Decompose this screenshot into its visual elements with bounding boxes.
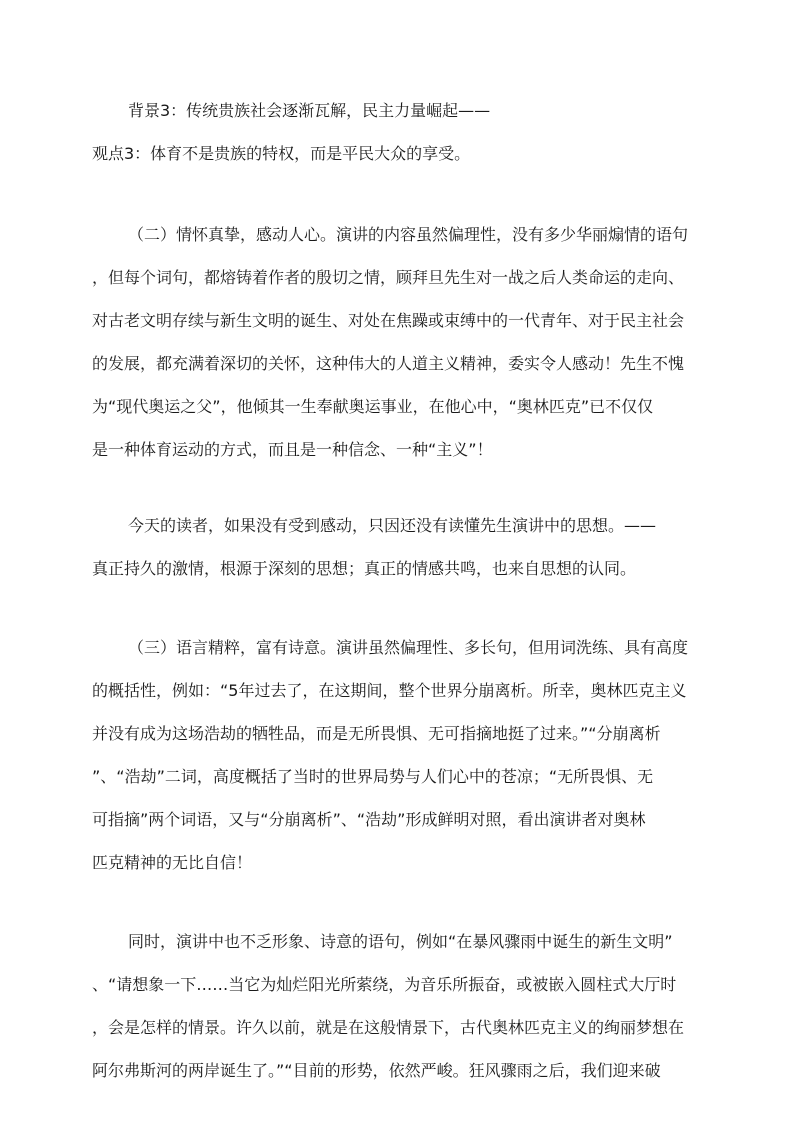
background-3-line: 背景3：传统贵族社会逐渐瓦解，民主力量崛起—— (128, 101, 491, 120)
section-3-line-3: 并没有成为这场浩劫的牺牲品，而是无所畏惧、无可指摘地挺了过来。”“分崩离析 (92, 724, 661, 743)
section-2-line-2: ，但每个词句，都熔铸着作者的殷切之情，顾拜旦先生对一战之后人类命运的走向、 (92, 268, 685, 287)
section-3-line-1: （三）语言精粹，富有诗意。演讲虽然偏理性、多长句，但用词洗练、具有高度 (128, 638, 689, 657)
section-3-line-2: 的概括性，例如：“5年过去了，在这期间，整个世界分崩离析。所幸，奥林匹克主义 (92, 681, 687, 700)
section-2-line-4: 的发展，都充满着深切的关怀，这种伟大的人道主义精神，委实令人感动！先生不愧 (92, 354, 685, 373)
section-2-line-5: 为“现代奥运之父”，他倾其一生奉献奥运事业，在他心中，“奥林匹克”已不仅仅 (92, 397, 654, 416)
section-3-line-6: 匹克精神的无比自信！ (92, 853, 253, 872)
section-2-line-6: 是一种体育运动的方式，而且是一种信念、一种“主义”！ (92, 440, 493, 459)
section-2-line-1: （二）情怀真挚，感动人心。演讲的内容虽然偏理性，没有多少华丽煽情的语句 (128, 225, 689, 244)
viewpoint-3-line: 观点3：体育不是贵族的特权，而是平民大众的享受。 (92, 144, 471, 163)
section-3-line-4: ”、“浩劫”二词，高度概括了当时的世界局势与人们心中的苍凉；“无所畏惧、无 (92, 767, 654, 786)
section-2-line-3: 对古老文明存续与新生文明的诞生、对处在焦躁或束缚中的一代青年、对于民主社会 (92, 311, 685, 330)
imagery-line-4: 阿尔弗斯河的两岸诞生了。”“目前的形势，依然严峻。狂风骤雨之后，我们迎来破 (92, 1061, 661, 1080)
imagery-line-3: ，会是怎样的情景。许久以前，就是在这般情景下，古代奥林匹克主义的绚丽梦想在 (92, 1018, 685, 1037)
section-3-line-5: 可指摘”两个词语，又与“分崩离析”、“浩劫”形成鲜明对照，看出演讲者对奥林 (92, 810, 646, 829)
reader-line-1: 今天的读者，如果没有受到感动，只因还没有读懂先生演讲中的思想。—— (128, 516, 657, 535)
imagery-line-2: 、“请想象一下……当它为灿烂阳光所萦绕，为音乐所振奋，或被嵌入圆柱式大厅时 (92, 975, 677, 994)
imagery-line-1: 同时，演讲中也不乏形象、诗意的语句，例如“在暴风骤雨中诞生的新生文明” (128, 932, 673, 951)
reader-line-2: 真正持久的激情，根源于深刻的思想；真正的情感共鸣，也来自思想的认同。 (92, 559, 637, 578)
